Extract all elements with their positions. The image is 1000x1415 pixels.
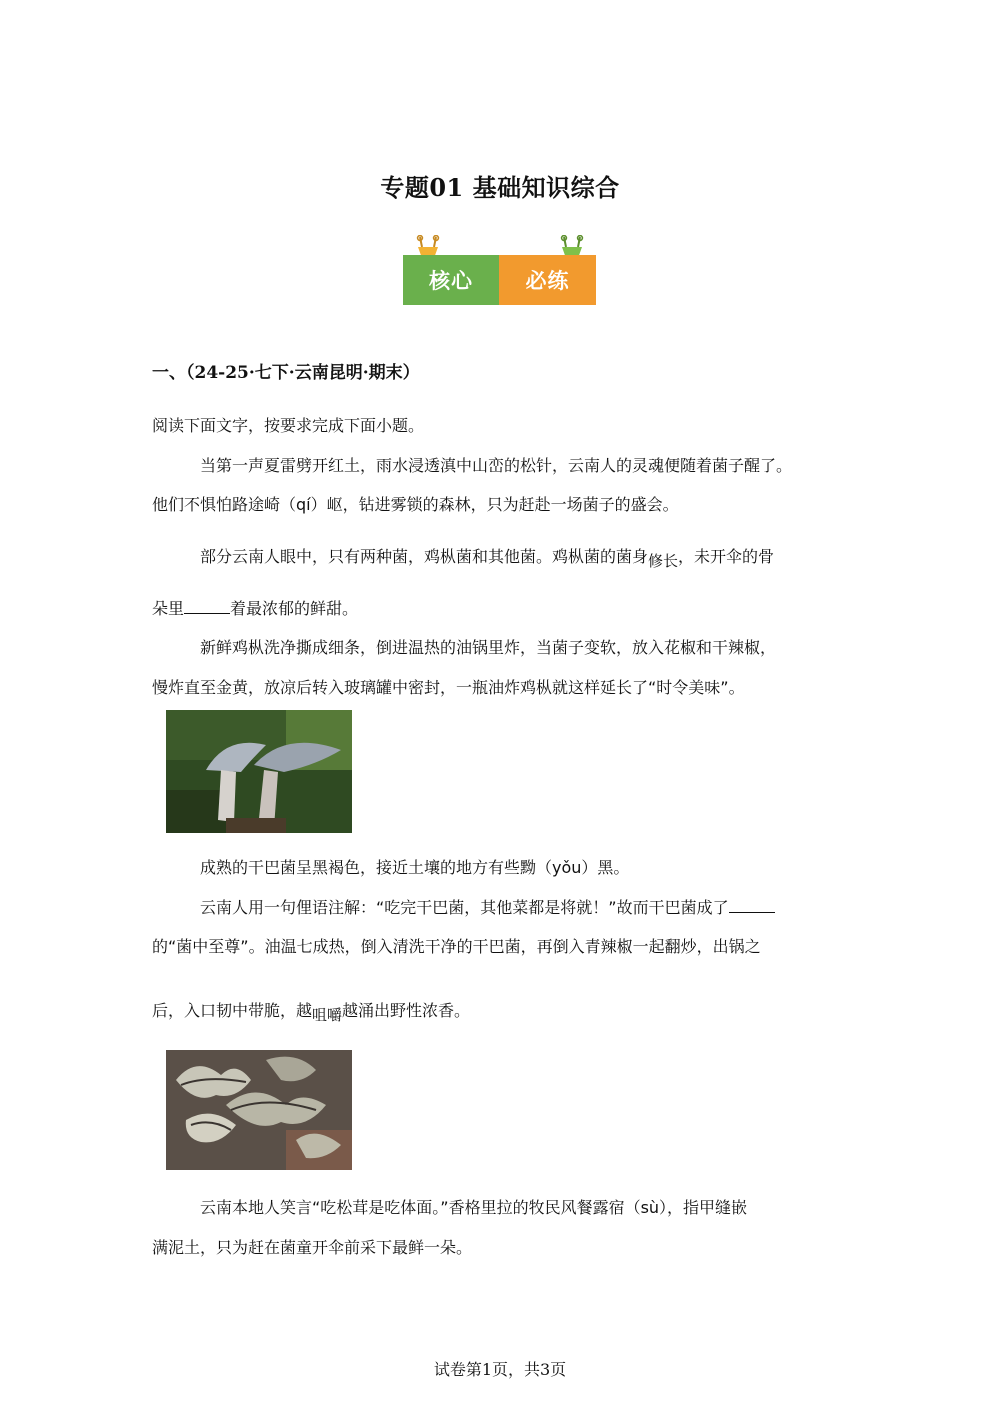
paragraph-3-line-2: 慢炸直至金黄，放凉后转入玻璃罐中密封，一瓶油炸鸡枞就这样延长了“时令美味”。 [152, 678, 745, 697]
question-source: （24-25·七下·云南昆明·期末） [186, 363, 420, 383]
fill-blank-2 [729, 896, 775, 913]
paragraph-5-line-3 [152, 999, 470, 1023]
paragraph-5-line-1 [200, 896, 775, 920]
paragraph-2-line-2 [152, 597, 358, 621]
question-heading [152, 358, 420, 383]
ganba-mushroom-photo [166, 1050, 352, 1170]
page-footer: 试卷第1页，共3页 [433, 1360, 567, 1379]
paragraph-5-line-3-a: 后，入口韧中带脆，越 [152, 1001, 313, 1020]
paragraph-5-line-1-text: 云南人用一句俚语注解：“吃完干巴菌，其他菜都是将就！”故而干巴菌成了 [200, 898, 729, 917]
paragraph-1-line-1: 当第一声夏雷劈开红土，雨水浸透滇中山峦的松针，云南人的灵魂便随着菌子醒了。 [200, 456, 793, 475]
paragraph-6-line-2: 满泥土，只为赶在菌童开伞前采下最鲜一朵。 [152, 1238, 473, 1257]
paragraph-2-line-2-a: 朵里 [152, 599, 185, 618]
paragraph-2-text-a: 部分云南人眼中，只有两种菌，鸡枞菌和其他菌。鸡枞菌的菌身 [200, 547, 649, 566]
paragraph-6-line-1: 云南本地人笑言“吃松茸是吃体面。”香格里拉的牧民风餐露宿（sù），指甲缝嵌 [200, 1198, 748, 1217]
paragraph-3-line-1: 新鲜鸡枞洗净撕成细条，倒进温热的油锅里炸，当菌子变软，放入花椒和干辣椒， [200, 638, 777, 657]
question-number: 一、 [152, 363, 186, 383]
banner-left-label: 核心 [403, 255, 499, 305]
instruction: 阅读下面文字，按要求完成下面小题。 [152, 416, 425, 435]
jizong-mushroom-photo [166, 710, 352, 833]
paragraph-2-text-b: ，未开伞的骨 [678, 547, 775, 566]
banner-right-label: 必练 [499, 255, 596, 305]
pinyin-target-word-2: 咀嚼 [312, 1006, 343, 1024]
paragraph-2-line-1 [200, 545, 774, 569]
paragraph-5-line-3-b: 越涌出野性浓香。 [342, 1001, 471, 1020]
page-title: 专题01 基础知识综合 [380, 173, 620, 202]
paragraph-1-line-2: 他们不惧怕路途崎（qí）岖，钻进雾锁的森林，只为赶赴一场菌子的盛会。 [152, 495, 679, 514]
paragraph-5-line-2: 的“菌中至尊”。油温七成热，倒入清洗干净的干巴菌，再倒入青辣椒一起翻炒，出锅之 [152, 937, 761, 956]
pinyin-target-word: 修长 [648, 552, 679, 570]
fill-blank-1 [184, 597, 230, 614]
paragraph-4: 成熟的干巴菌呈黑褐色，接近土壤的地方有些黝（yǒu）黑。 [200, 858, 630, 877]
section-banner [403, 235, 596, 307]
paragraph-2-line-2-b: 着最浓郁的鲜甜。 [230, 599, 359, 618]
